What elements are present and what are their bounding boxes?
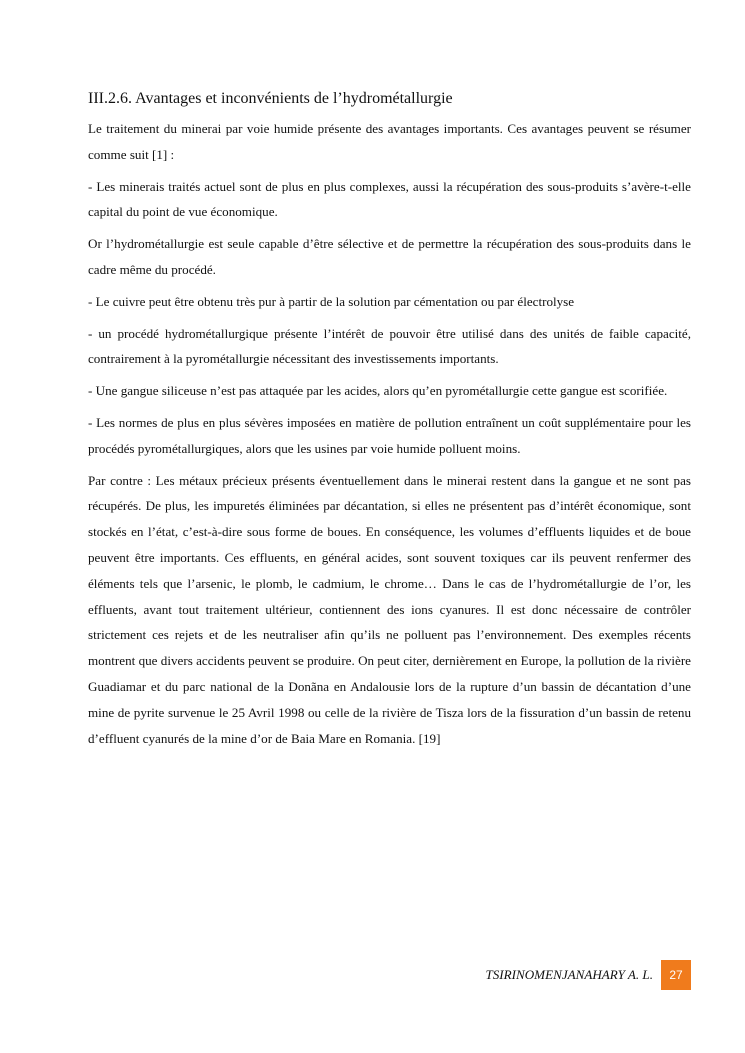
page-number-badge: 27 — [661, 960, 691, 990]
paragraph-advantage-3: - Le cuivre peut être obtenu très pur à partir de la solution par cémentation ou par électrolyse — [88, 293, 575, 309]
section-body — [88, 116, 691, 761]
paragraph-intro: Le traitement du minerai par voie humide présente des avantages importants. Ces avantages peuvent se résumer comme suit [1] : — [88, 121, 691, 162]
paragraph-advantage-6: - Les normes de plus en plus sévères imposées en matière de pollution entraînent un coût supplémentaire pour les procédés pyrométallurgiques, alors que les usines par voie humide polluent moins. — [88, 414, 691, 456]
section-heading: III.2.6. Avantages et inconvénients de l’hydrométallurgie — [88, 90, 453, 107]
paragraph-disadvantages: Par contre : Les métaux précieux présents éventuellement dans le minerai restent dans la gangue et ne sont pas récupérés. De plus, les impuretés éliminées par décantation, si elles ne présentent pas d’intérêt économique, sont stockés en l’état, c’est-à-dire sous forme de boues. En conséquence, les volumes d’effluents liquides et de boue peuvent être importants. Ces effluents, en général acides, sont souvent toxiques car ils peuvent renfermer des éléments tels que l’arsenic, le plomb, le cadmium, le chrome… Dans le cas de l’hydrométallurgie de l’or, les effluents, avant tout traitement ultérieur, contiennent des ions cyanures. Il est donc nécessaire de contrôler strictement ces rejets et de les neutraliser afin qu’ils ne polluent pas l’environnement. Des exemples récents montrent que divers accidents peuvent se produire. On peut citer, dernièrement en Europe, la pollution de la rivière Guadiamar et du parc national de la Donãna en Andalousie lors de la rupture d’un bassin de décantation d’une mine de pyrite survenue le 25 Avril 1998 ou celle de la rivière de Tisza lors de la fissuration d’un bassin de retenu d’effluent cyanurés de la mine d’or de Baia Mare en Romania. [19] — [88, 472, 691, 746]
footer-author: TSIRINOMENJANAHARY A. L. — [485, 967, 653, 982]
paragraph-advantage-5: - Une gangue siliceuse n’est pas attaquée par les acides, alors qu’en pyrométallurgie cette gangue est scorifiée. — [88, 383, 668, 399]
paragraph-advantage-1: - Les minerais traités actuel sont de plus en plus complexes, aussi la récupération des sous-produits s’avère-t-elle capital du point de vue économique. — [88, 178, 691, 220]
paragraph-advantage-4: - un procédé hydrométallurgique présente l’intérêt de pouvoir être utilisé dans des unités de faible capacité, contrairement à la pyrométallurgie nécessitant des investissements importants. — [88, 325, 691, 367]
paragraph-advantage-2: Or l’hydrométallurgie est seule capable d’être sélective et de permettre la récupération des sous-produits dans le cadre même du procédé. — [88, 236, 691, 277]
